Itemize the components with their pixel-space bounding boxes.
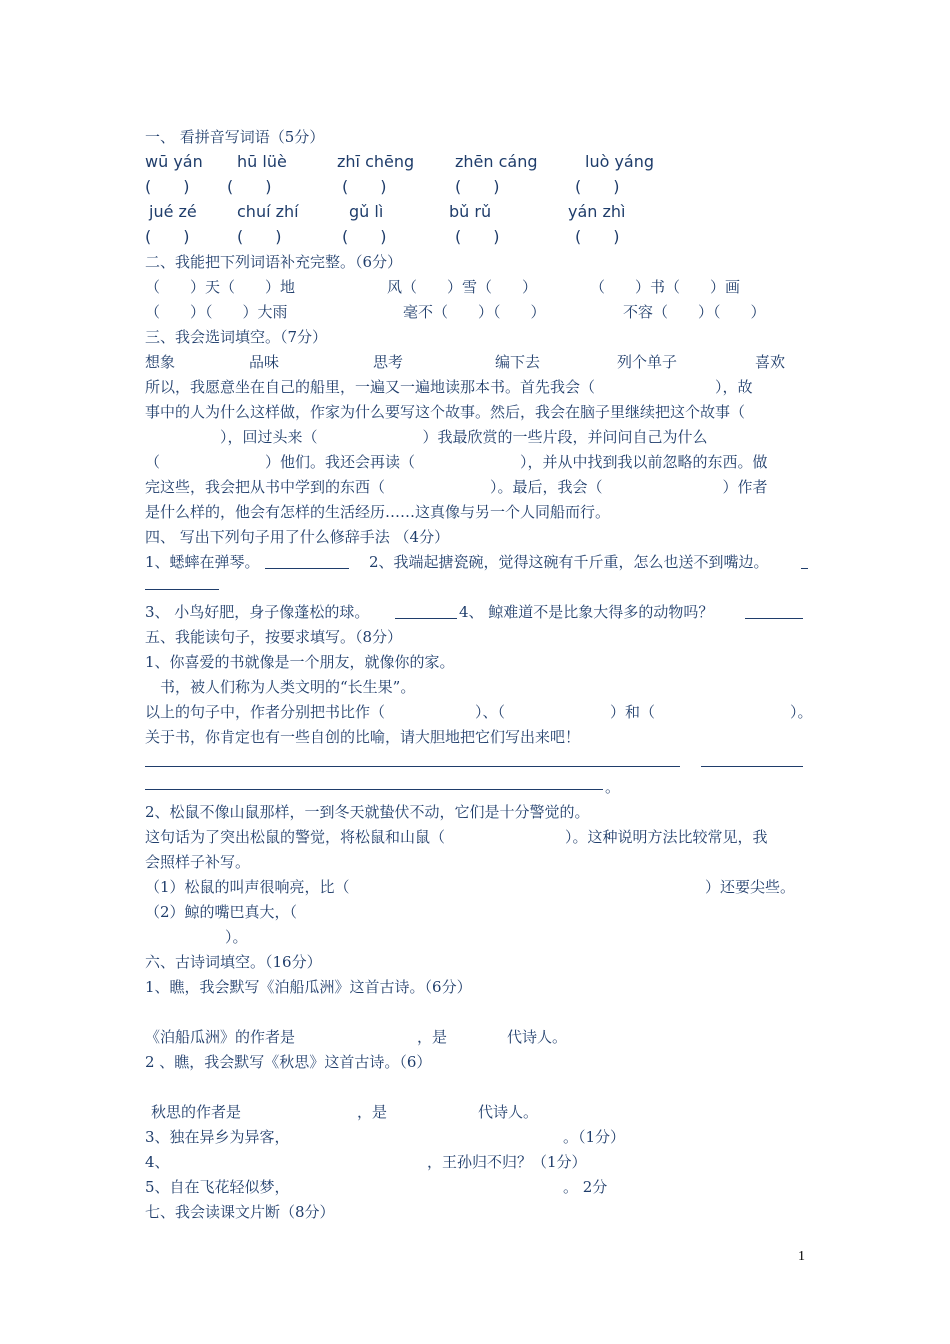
sentence-text: 代诗人。 xyxy=(507,1028,568,1046)
idiom-item[interactable]: 毫不（ ）（ ） xyxy=(403,303,546,321)
section-5-title: 五、我能读句子，按要求填写。（8分） xyxy=(145,628,403,646)
pinyin-item: bǔ rǔ xyxy=(449,202,492,221)
sentence-text: ，是 xyxy=(357,1103,388,1121)
sentence-text: ，是 xyxy=(417,1028,448,1046)
answer-blank[interactable] xyxy=(145,775,603,790)
answer-box[interactable]: ( ) xyxy=(575,177,620,196)
question-text: 1、蟋蟀在弹琴。 xyxy=(145,553,260,571)
sentence-text: （1）松鼠的叫声很响亮，比（ xyxy=(145,878,350,896)
sentence-text: 秋思的作者是 xyxy=(151,1103,242,1121)
pinyin-item: zhī chēng xyxy=(337,152,415,171)
pinyin-item: luò yáng xyxy=(585,152,655,171)
pinyin-item: chuí zhí xyxy=(237,202,299,221)
sentence-text: 《泊船瓜洲》的作者是 xyxy=(145,1028,296,1046)
passage-line: 完这些，我会把从书中学到的东西（ ）。最后，我会（ ）作者 xyxy=(145,478,768,496)
answer-box[interactable]: ( ) xyxy=(342,177,387,196)
section-1-title: 一、 看拼音写词语（5分） xyxy=(145,128,325,146)
answer-blank[interactable] xyxy=(701,752,803,767)
sentence-text: 3、独在异乡为异客， xyxy=(145,1128,290,1146)
sentence-text: 。（1分） xyxy=(563,1128,626,1146)
answer-box[interactable]: ( ) xyxy=(342,227,387,246)
answer-box[interactable]: ( ) xyxy=(455,227,500,246)
word-choice: 思考 xyxy=(373,353,404,371)
section-3-title: 三、我会选词填空。（7分） xyxy=(145,328,328,346)
pinyin-item: wū yán xyxy=(145,152,203,171)
section-6-title: 六、古诗词填空。（16分） xyxy=(145,953,322,971)
answer-blank[interactable] xyxy=(145,575,219,590)
answer-box[interactable]: ( ) xyxy=(455,177,500,196)
sentence-text: 4、 xyxy=(145,1153,170,1171)
section-7-title: 七、我会读课文片断（8分） xyxy=(145,1203,335,1221)
answer-blank[interactable] xyxy=(265,554,349,569)
passage-line: 是什么样的，他会有怎样的生活经历……这真像与另一个人同船而行。 xyxy=(145,503,611,521)
passage-line: ），回过头来（ ）我最欣赏的一些片段，并问问自己为什么 xyxy=(145,428,708,446)
answer-blank[interactable] xyxy=(395,604,457,619)
word-choice: 列个单子 xyxy=(617,353,678,371)
answer-blank[interactable] xyxy=(745,604,803,619)
idiom-item[interactable]: 不容（ ）（ ） xyxy=(623,303,766,321)
idiom-item[interactable]: （ ）书（ ）画 xyxy=(590,278,741,296)
answer-box[interactable]: ( ) xyxy=(145,227,190,246)
pinyin-item: zhēn cáng xyxy=(455,152,538,171)
pinyin-item: gǔ lì xyxy=(349,202,384,221)
sentence-text: 5、自在飞花轻似梦， xyxy=(145,1178,290,1196)
word-choice: 喜欢 xyxy=(755,353,786,371)
fill-sentence-2[interactable]: （2）鲸的嘴巴真大，（ xyxy=(145,903,298,921)
answer-blank[interactable] xyxy=(801,554,808,569)
sentence-text: ）还要尖些。 xyxy=(705,878,796,896)
pinyin-item: jué zé xyxy=(149,202,197,221)
sentence-line[interactable]: 以上的句子中，作者分别把书比作（ ）、（ ）和（ ）。 xyxy=(145,703,813,721)
idiom-item[interactable]: （ ）（ ）大雨 xyxy=(145,303,288,321)
sentence-line: 1、你喜爱的书就像是一个朋友，就像你的家。 xyxy=(145,653,455,671)
passage-line: 事中的人为什么这样做，作家为什么要写这个故事。然后，我会在脑子里继续把这个故事（ xyxy=(145,403,746,421)
idiom-item[interactable]: 风（ ）雪（ ） xyxy=(387,278,538,296)
answer-box[interactable]: ( ) xyxy=(227,177,272,196)
sentence-line: 书，被人们称为人类文明的“长生果”。 xyxy=(160,678,416,696)
pinyin-item: hū lüè xyxy=(237,152,287,171)
answer-box[interactable]: ( ) xyxy=(145,177,190,196)
section-2-title: 二、我能把下列词语补充完整。（6分） xyxy=(145,253,403,271)
fill-sentence-2-end: ）。 xyxy=(225,928,248,946)
question-text: 2、我端起搪瓷碗，觉得这碗有千斤重，怎么也送不到嘴边。 xyxy=(369,553,769,571)
sentence-text: 。 2分 xyxy=(563,1178,608,1196)
word-choice: 想象 xyxy=(145,353,176,371)
sentence-text: ，王孙归不归？（1分） xyxy=(427,1153,587,1171)
page-number: 1 xyxy=(798,1249,805,1264)
question-text: 3、 小鸟好肥，身子像蓬松的球。 xyxy=(145,603,370,621)
sentence-line: 会照样子补写。 xyxy=(145,853,251,871)
idiom-item[interactable]: （ ）天（ ）地 xyxy=(145,278,296,296)
answer-blank[interactable] xyxy=(145,752,680,767)
passage-line: 所以，我愿意坐在自己的船里，一遍又一遍地读那本书。首先我会（ ），故 xyxy=(145,378,753,396)
word-choice: 品味 xyxy=(249,353,280,371)
answer-box[interactable]: ( ) xyxy=(575,227,620,246)
question-text: 4、 鲸难道不是比象大得多的动物吗？ xyxy=(459,603,714,621)
passage-line: （ ）他们。我还会再读（ ），并从中找到我以前忽略的东西。做 xyxy=(145,453,768,471)
sentence-line: 关于书，你肯定也有一些自创的比喻，请大胆地把它们写出来吧！ xyxy=(145,728,581,746)
answer-box[interactable]: ( ) xyxy=(237,227,282,246)
poem-question: 2 、瞧，我会默写《秋思》这首古诗。（6） xyxy=(145,1053,432,1071)
sentence-text: 代诗人。 xyxy=(478,1103,539,1121)
sentence-line[interactable]: 这句话为了突出松鼠的警觉，将松鼠和山鼠（ ）。这种说明方法比较常见，我 xyxy=(145,828,768,846)
pinyin-item: yán zhì xyxy=(568,202,626,221)
poem-question: 1、瞧，我会默写《泊船瓜洲》这首古诗。（6分） xyxy=(145,978,472,996)
word-choice: 编下去 xyxy=(495,353,541,371)
section-4-title: 四、 写出下列句子用了什么修辞手法 （4分） xyxy=(145,528,450,546)
period: 。 xyxy=(605,778,621,796)
sentence-line: 2、松鼠不像山鼠那样，一到冬天就蛰伏不动，它们是十分警觉的。 xyxy=(145,803,590,821)
